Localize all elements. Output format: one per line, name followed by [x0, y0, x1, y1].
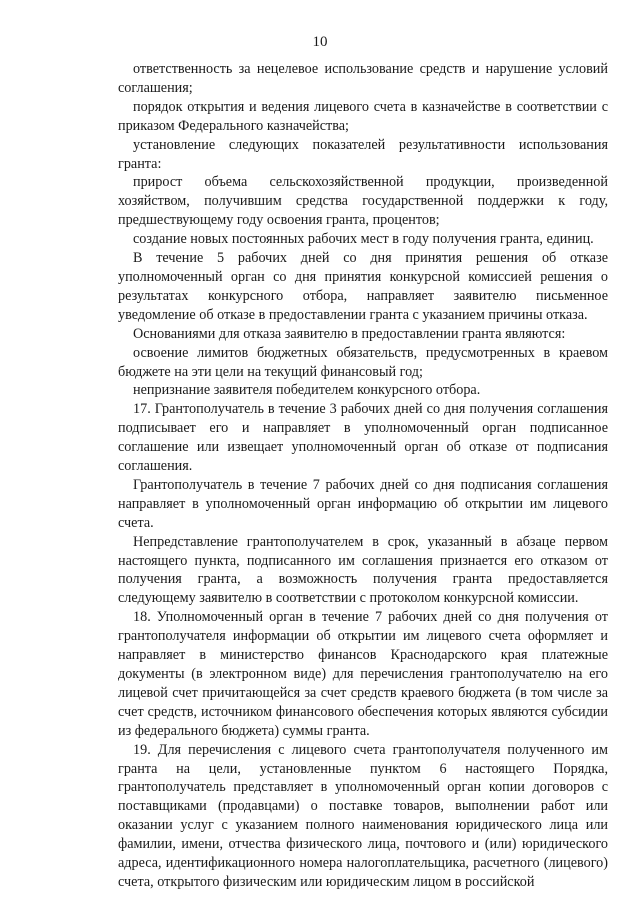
paragraph: непризнание заявителя победителем конкурсного отбора. [133, 382, 481, 399]
document-body [118, 60, 608, 892]
paragraph: В течение 5 рабочих дней со дня принятия решения об отказе уполномоченный орган со дня принятия конкурсной комиссией решения о результатах конкурсного отбора, направляет заявителю письменное уведомление об отказе в предоставлении гранта с указанием причины отказа. [118, 250, 608, 323]
paragraph: Грантополучатель в течение 7 рабочих дней со дня подписания соглашения направляет в уполномоченный орган информацию об открытии им лицевого счета. [118, 476, 608, 531]
page-number: 10 [312, 34, 328, 50]
paragraph: 19. Для перечисления с лицевого счета грантополучателя полученного им гранта на цели, установленные пунктом 6 настоящего Порядка, грантополучатель представляет в уполномоченный орган копии договоров с поставщиками (продавцами) о поставке товаров, выполнении работ или оказании услуг с указанием полного наименования юридического лица или фамилии, имени, отчества физического лица, почтового и (или) юридического адреса, идентификационного номера налогоплательщика, расчетного (лицевого) счета, открытого физическим или юридическим лицом в российской [118, 741, 608, 890]
paragraph: порядок открытия и ведения лицевого счета в казначействе в соответствии с приказом Федерального казначейства; [118, 98, 608, 134]
paragraph: 18. Уполномоченный орган в течение 7 рабочих дней со дня получения от грантополучателя информации об открытии им лицевого счета оформляет и направляет в министерство финансов Краснодарского края платежные документы (в электронном виде) для перечисления грантополучателю на его лицевой счет причитающейся за счет средств краевого бюджета (в том числе за счет средств, источником финансового обеспечения которых являются субсидии из федерального бюджета) суммы гранта. [118, 609, 608, 739]
paragraph: установление следующих показателей результативности использования гранта: [118, 136, 608, 172]
paragraph: создание новых постоянных рабочих мест в году получения гранта, единиц. [133, 231, 594, 248]
paragraph: Основаниями для отказа заявителю в предоставлении гранта являются: [133, 325, 566, 342]
paragraph: 17. Грантополучатель в течение 3 рабочих дней со дня получения соглашения подписывает его и направляет в уполномоченный орган подписанное соглашение или извещает уполномоченный орган об отказе от подписания соглашения. [118, 401, 608, 475]
paragraph: прирост объема сельскохозяйственной продукции, произведенной хозяйством, получившим средства государственной поддержки к году, предшествующему году освоения гранта, процентов; [118, 174, 608, 229]
paragraph: освоение лимитов бюджетных обязательств, предусмотренных в краевом бюджете на эти цели на текущий финансовый год; [118, 344, 608, 380]
paragraph: Непредставление грантополучателем в срок, указанный в абзаце первом настоящего пункта, подписанного им соглашения признается его отказом от получения гранта, а возможность получения гранта предоставляется следующему заявителю в соответствии с протоколом конкурсной комиссии. [118, 533, 608, 607]
paragraph: ответственность за нецелевое использование средств и нарушение условий соглашения; [118, 61, 608, 96]
